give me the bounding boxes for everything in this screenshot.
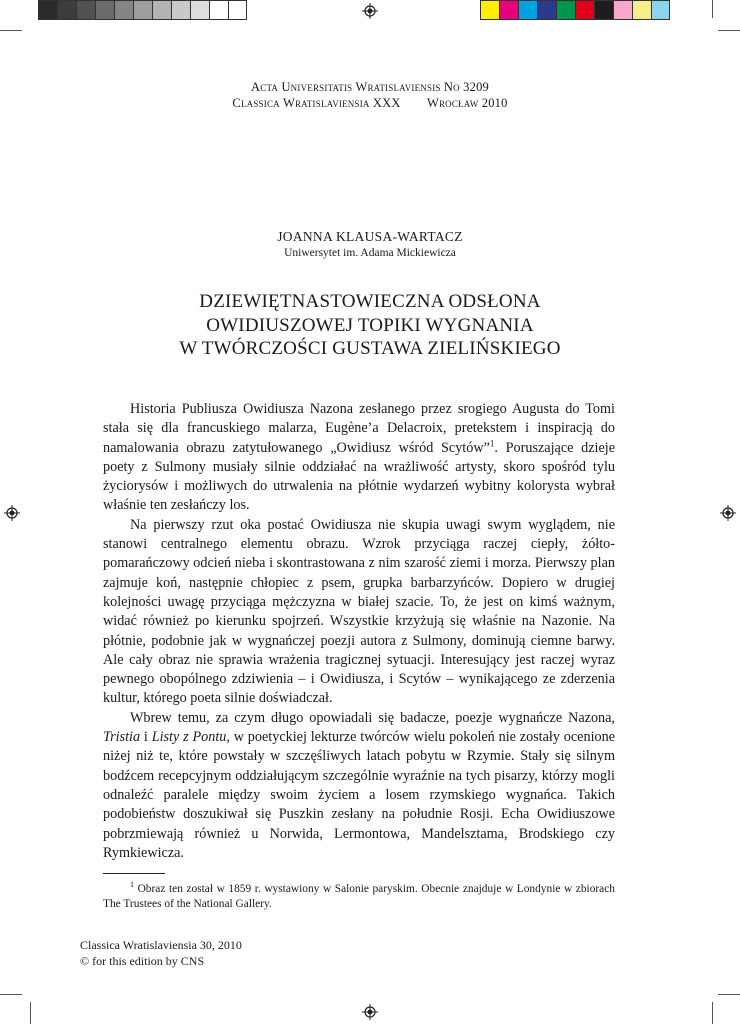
article-body xyxy=(103,400,615,863)
crop-mark xyxy=(718,994,740,995)
paragraph-1 xyxy=(103,400,615,516)
paragraph-text: i xyxy=(140,729,152,746)
registration-mark-icon xyxy=(362,3,378,19)
title-line-2: OWIDIUSZOWEJ TOPIKI WYGNANIA xyxy=(206,314,534,336)
color-swatch xyxy=(228,0,247,20)
author-affiliation: Uniwersytet im. Adama Mickiewicza xyxy=(284,247,456,259)
registration-mark-icon xyxy=(720,505,736,521)
color-swatch xyxy=(209,0,228,20)
title-line-1: DZIEWIĘTNASTOWIECZNA ODSŁONA xyxy=(199,291,541,312)
color-swatch xyxy=(114,0,133,20)
work-title-listy-z-pontu: Listy z Pontu xyxy=(151,729,227,746)
color-swatch xyxy=(171,0,190,20)
color-swatch xyxy=(133,0,152,20)
series-line: Classica Wratislaviensia XXX Wrocław 2010 xyxy=(232,96,508,110)
color-swatch xyxy=(613,0,632,20)
paragraph-2: Na pierwszy rzut oka postać Owidiusza nie skupia uwagi swym wyglądem, nie stanowi centralnego elementu obrazu. Wzrok przyciąga raczej ciepły, żółto-pomarańczowy odcień nieba i skontrastowana z nim szarość ziemi i morza. Pierwszy plan zajmuje koń, następnie chłopiec z psem, grupka barbarzyńców. Dopiero w drugiej kolejności uwagę przyciąga mężczyzna w białej szacie. To, że jest on kimś ważnym, widać również po kierunku spojrzeń. Wszystkie krzyżują się właśnie na Nazonie. Na płótnie, podobnie jak w wygnańczej poezji autora z Sulmony, dominują ciemne barwy. Ale cały obraz nie sprawia wrażenia tragicznej sytuacji. Interesujący jest raczej wyraz pewnego obopólnego zdziwienia – i Owidiusza, i Scytów – wynikającego ze zderzenia kultur, którego poeta silnie doświadczał. xyxy=(103,516,615,707)
color-swatch xyxy=(575,0,594,20)
footnote-reference: 1 xyxy=(489,437,495,448)
paragraph-3 xyxy=(103,709,615,863)
color-swatch xyxy=(95,0,114,20)
color-swatch xyxy=(190,0,209,20)
color-swatch xyxy=(57,0,76,20)
paragraph-text: Wbrew temu, za czym długo opowiadali się badacze, poezje wygnańcze Nazona, xyxy=(130,709,615,726)
color-swatch xyxy=(537,0,556,20)
crop-mark xyxy=(718,30,740,31)
color-swatch xyxy=(76,0,95,20)
color-calibration-bar xyxy=(480,0,670,22)
copyright-footer xyxy=(80,938,242,969)
color-swatch xyxy=(651,0,670,20)
crop-mark xyxy=(712,1002,713,1024)
footnote-separator xyxy=(103,873,165,874)
footnote-number: 1 xyxy=(130,880,134,889)
registration-mark-icon xyxy=(362,1004,378,1020)
paragraph-text: , w poetyckiej lekturze twórców wielu pokoleń nie zostały ocenione niżej niż te, które powstały w szczęśliwych latach pobytu w Rzymie. Stały się silnym bodźcem recepcyjnym oddziałującym szczególnie wyraźnie na tych pisarzy, którzy mogli odnaleźć paralele między swoim życiem a losem rzymskiego wygnańca. Takich podobieństw doszukiwał się Puszkin zesłany na południe Rosji. Echa Owidiuszowe pobrzmiewają również u Norwida, Lermontowa, Mandelsztama, Brodskiego czy Rymkiewicza. xyxy=(103,729,615,861)
paragraph-text: . Poruszające dzieje poety z Sulmony musiały silnie oddziałać na wrażliwość artysty, skoro spośród tylu życiorysów i możliwych do utrwalenia na płótnie wydarzeń wybitny kolorysta wybrał właśnie ten zesłańczy los. xyxy=(103,439,615,514)
color-swatch xyxy=(594,0,613,20)
grayscale-calibration-bar xyxy=(38,0,247,22)
crop-mark xyxy=(712,0,713,18)
color-swatch xyxy=(556,0,575,20)
footnote xyxy=(103,877,615,913)
color-swatch xyxy=(480,0,499,20)
crop-mark xyxy=(0,994,22,995)
article-title xyxy=(0,290,740,361)
running-header xyxy=(0,79,740,111)
color-swatch xyxy=(518,0,537,20)
work-title-tristia: Tristia xyxy=(103,729,141,746)
color-swatch xyxy=(38,0,57,20)
registration-mark-icon xyxy=(4,505,20,521)
journal-citation: Classica Wratislaviensia 30, 2010 xyxy=(80,938,242,952)
crop-mark xyxy=(0,30,22,31)
author-name: JOANNA KLAUSA-WARTACZ xyxy=(277,229,463,244)
color-swatch xyxy=(632,0,651,20)
journal-line: Acta Universitatis Wratislaviensis No 3209 xyxy=(251,80,489,94)
copyright-notice: © for this edition by CNS xyxy=(80,953,205,968)
color-swatch xyxy=(499,0,518,20)
paragraph-text: Historia Publiusza Owidiusza Nazona zesłanego przez srogiego Augusta do Tomi stała się dla francuskiego malarza, Eugène’a Delacroix, pretekstem i inspiracją do namalowania obrazu zatytułowanego „Owidiusz wśród Scytów” xyxy=(103,401,615,456)
crop-mark xyxy=(30,1002,31,1024)
footnote-text: Obraz ten został w 1859 r. wystawiony w Salonie paryskim. Obecnie znajduje w Londynie w zbiorach The Trustees of the National Gallery. xyxy=(103,882,615,911)
color-swatch xyxy=(152,0,171,20)
title-line-3: W TWÓRCZOŚCI GUSTAWA ZIELIŃSKIEGO xyxy=(179,338,561,359)
